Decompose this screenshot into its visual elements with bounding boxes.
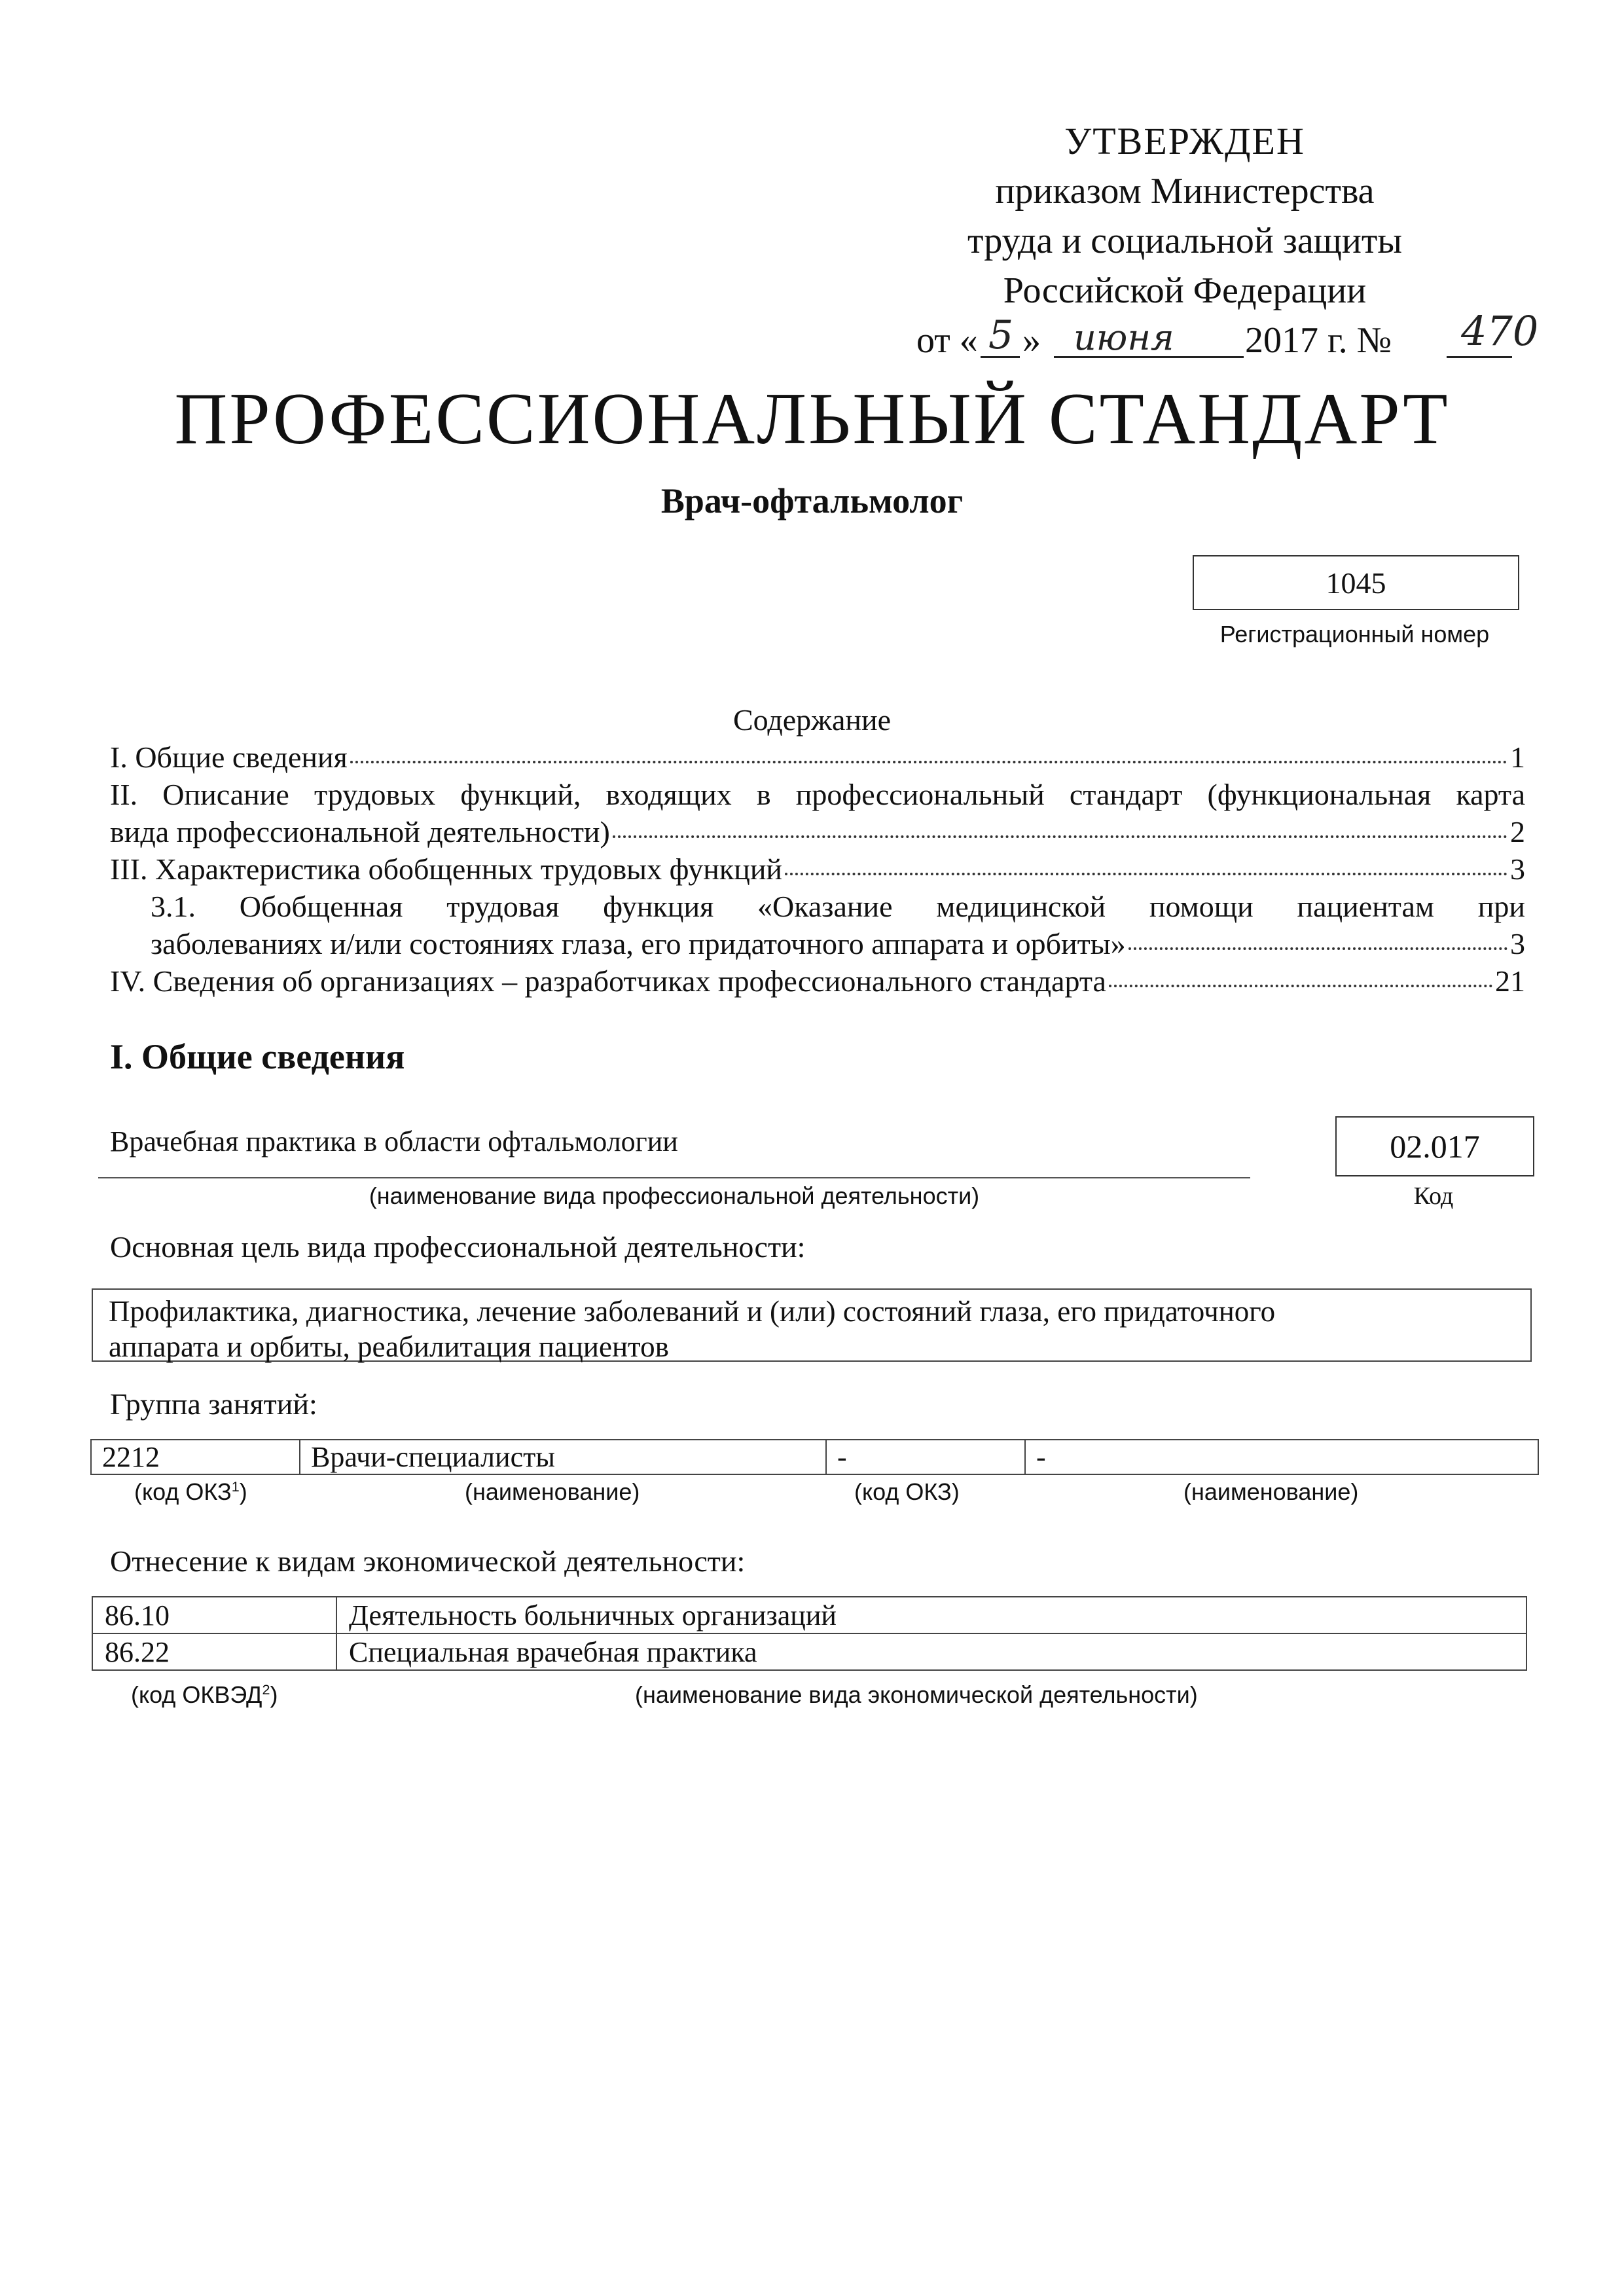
goal-box: [92, 1288, 1532, 1362]
document-subtitle: Врач-офтальмолог: [660, 481, 964, 520]
toc-item: [110, 925, 1525, 962]
toc-item-text: III. Характеристика обобщенных трудовых функций: [110, 852, 783, 886]
approval-line: приказом Министерства: [995, 171, 1375, 211]
approval-line: труда и социальной защиты: [967, 221, 1402, 261]
group-caption-code: (код ОКЗ): [854, 1478, 960, 1505]
toc-item: [110, 813, 1525, 850]
group-table: [90, 1439, 1539, 1475]
number-underline: [1447, 356, 1512, 358]
toc-item-page: 3: [1510, 852, 1525, 886]
toc-item-text: заболеваниях и/или состояниях глаза, его придаточного аппарата и орбиты»: [151, 927, 1126, 960]
approval-title: УТВЕРЖДЕН: [1064, 120, 1305, 162]
toc-item: [110, 962, 1525, 1000]
toc-item-page: 1: [1510, 740, 1525, 774]
group-code-cell: 2212: [91, 1440, 300, 1474]
toc-item-text: вида профессиональной деятельности): [110, 815, 610, 848]
footnote-marker: 1: [231, 1478, 240, 1495]
caption-text: ): [270, 1681, 278, 1708]
group-name-cell: -: [1025, 1440, 1538, 1474]
registration-number: 1045: [1326, 566, 1386, 600]
econ-code-cell: 86.22: [92, 1633, 336, 1670]
toc-leader: [613, 835, 1507, 838]
activity-name: Врачебная практика в области офтальмологии: [110, 1125, 678, 1157]
activity-code-label: Код: [1413, 1182, 1454, 1210]
econ-label: Отнесение к видам экономической деятельности:: [110, 1544, 746, 1578]
order-day-handwritten: 5: [988, 312, 1014, 358]
toc-item-text: I. Общие сведения: [110, 740, 348, 774]
goal-text-line: аппарата и орбиты, реабилитация пациентов: [109, 1330, 669, 1363]
goal-text-line: Профилактика, диагностика, лечение заболеваний и (или) состояний глаза, его придаточного: [109, 1295, 1276, 1328]
approval-block: [857, 117, 1539, 365]
econ-table: [92, 1596, 1527, 1671]
month-underline: [1054, 356, 1244, 358]
table-of-contents: [110, 738, 1525, 1000]
registration-number-label: Регистрационный номер: [1219, 621, 1490, 647]
toc-item-text: IV. Сведения об организациях – разработчиках профессионального стандарта: [110, 964, 1106, 998]
group-code-cell: -: [826, 1440, 1025, 1474]
group-caption-code: [134, 1478, 247, 1506]
econ-caption-name: (наименование вида экономической деятельности): [635, 1681, 1198, 1708]
toc-item-line: II. Описание трудовых функций, входящих в профессиональный стандарт (функциональная карта: [110, 778, 1525, 811]
activity-caption: (наименование вида профессиональной деятельности): [369, 1182, 980, 1209]
document-title: ПРОФЕССИОНАЛЬНЫЙ СТАНДАРТ: [174, 378, 1450, 460]
caption-text: (код ОКВЭД: [131, 1681, 262, 1708]
toc-heading: Содержание: [732, 703, 892, 737]
table-row: [92, 1597, 1526, 1633]
order-number-handwritten: 470: [1461, 307, 1539, 355]
group-name-cell: Врачи-специалисты: [300, 1440, 826, 1474]
order-year: 2017 г. №: [1245, 320, 1392, 361]
econ-caption-code: [131, 1681, 278, 1709]
table-row: [92, 1633, 1526, 1670]
toc-leader: [1128, 947, 1507, 950]
order-date-line: [857, 307, 1539, 365]
group-label: Группа занятий:: [110, 1387, 317, 1421]
toc-item-page: 3: [1510, 927, 1525, 960]
goal-label: Основная цель вида профессиональной деятельности:: [110, 1230, 806, 1264]
econ-name-cell: Деятельность больничных организаций: [336, 1597, 1526, 1633]
econ-code-cell: 86.10: [92, 1597, 336, 1633]
footnote-marker: 2: [262, 1681, 270, 1698]
toc-item: [110, 738, 1525, 776]
econ-name-cell: Специальная врачебная практика: [336, 1633, 1526, 1670]
order-quote-close: »: [1022, 320, 1041, 361]
toc-item-page: 2: [1510, 815, 1525, 848]
section-heading: I. Общие сведения: [110, 1037, 405, 1076]
group-caption-name: (наименование): [465, 1478, 640, 1505]
activity-underline: [98, 1177, 1250, 1178]
registration-number-box: [1193, 555, 1519, 610]
toc-leader: [785, 873, 1507, 875]
day-underline: [981, 356, 1020, 358]
caption-text: (код ОКЗ: [134, 1478, 232, 1505]
table-row: [91, 1440, 1538, 1474]
caption-text: ): [239, 1478, 247, 1505]
toc-leader: [350, 761, 1507, 763]
order-prefix: от «: [916, 320, 978, 361]
toc-item: [110, 850, 1525, 888]
toc-leader: [1109, 985, 1492, 987]
group-caption-name: (наименование): [1183, 1478, 1359, 1505]
order-month-handwritten: июня: [1074, 317, 1174, 358]
toc-item-page: 21: [1495, 964, 1525, 998]
activity-code: 02.017: [1390, 1128, 1480, 1165]
toc-item-line: 3.1. Обобщенная трудовая функция «Оказание медицинской помощи пациентам при: [151, 890, 1525, 923]
activity-code-box: [1335, 1116, 1534, 1176]
approval-line: Российской Федерации: [1003, 270, 1367, 311]
